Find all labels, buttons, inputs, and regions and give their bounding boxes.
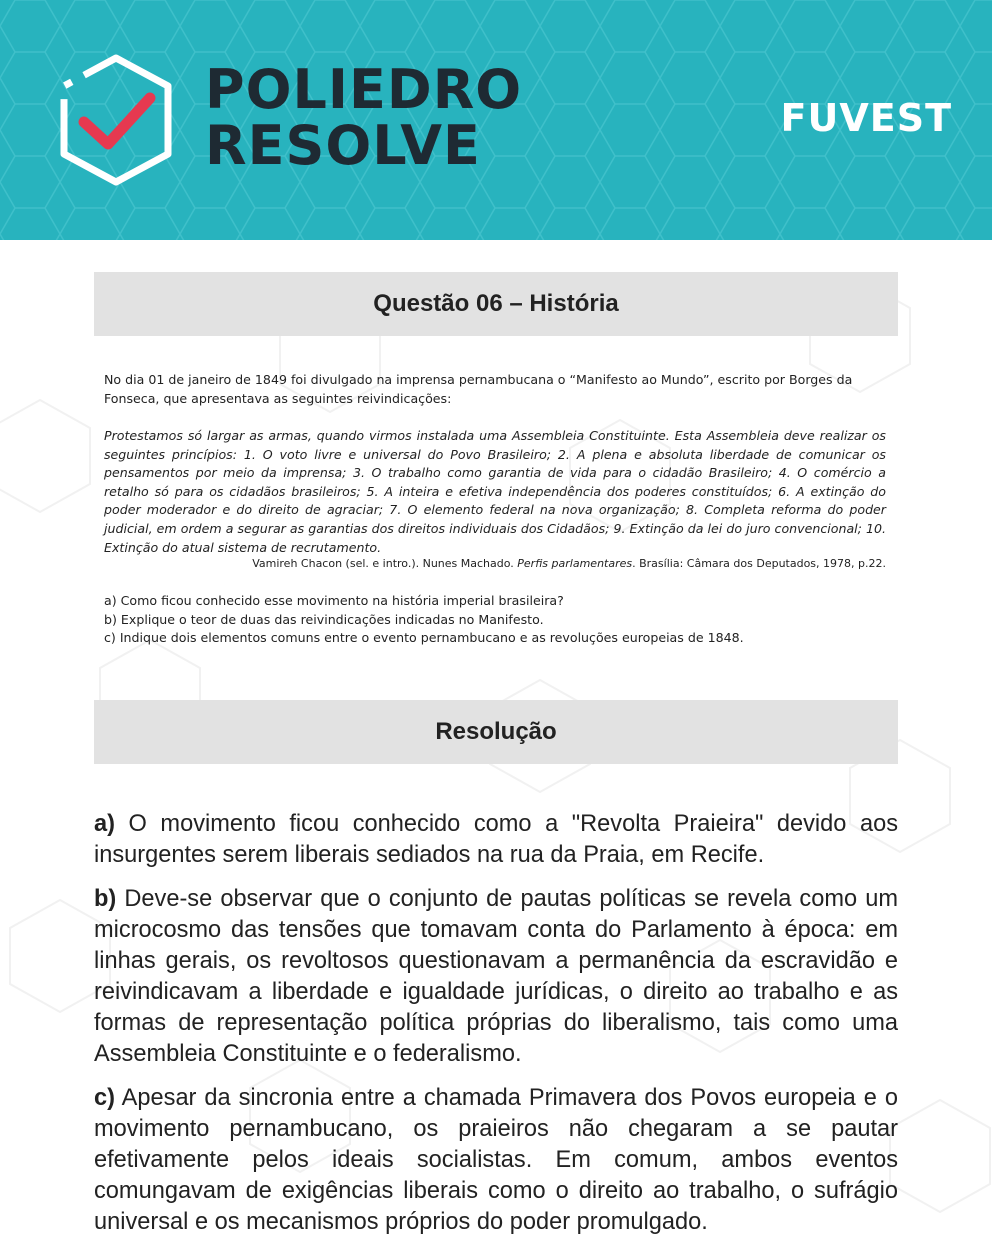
brand-line-2: RESOLVE [205,114,481,177]
source-suffix: . Brasília: Câmara dos Deputados, 1978, p.22. [632,557,886,570]
question-intro: No dia 01 de janeiro de 1849 foi divulgado na imprensa pernambucana o “Manifesto ao Mundo”, escrito por Borges da Fonseca, que apresentava as seguintes reivindicações: [104,372,853,406]
question-title: Questão 06 – História [373,290,619,317]
header-banner [0,0,992,240]
question-title-bar [94,272,898,336]
manifesto-quote: Protestamos só largar as armas, quando virmos instalada uma Assembleia Constituinte. Esta Assembleia deve realizar os seguintes princípios: 1. O voto livre e universal do Povo Brasileiro; 2. A plena e absoluta liberdade de comunicar os pensamentos por meio da imprensa; 3. O trabalho como garantia de vida para o cidadão Brasileiro; 4. O comércio a retalho só para os cidadãos brasileiros; 5. A inteira e efetiva independência dos poderes constituídos; 6. A extinção do poder moderador e do direito de agraciar; 7. O elemento federal na nova organização; 8. Completa reforma do poder judicial, em ordem a segurar as garantias dos direitos individuais dos Cidadãos; 9. Extinção da lei do juro convencional; 10. Extinção do atual sistema de recrutamento. [104,428,886,555]
question-item-c: c) Indique dois elementos comuns entre o evento pernambucano e as revoluções europeias de 1848. [104,630,744,646]
question-items [104,592,886,648]
exam-name: FUVEST [780,96,952,140]
answer-b [94,884,898,1070]
answer-c [94,1083,898,1238]
question-item-a: a) Como ficou conhecido esse movimento na história imperial brasileira? [104,593,564,608]
question-item-b: b) Explique o teor de duas das reivindicações indicadas no Manifesto. [104,611,544,627]
quote-source [252,557,886,570]
answer-b-label: b) [94,886,117,912]
answer-c-text: Apesar da sincronia entre a chamada Primavera dos Povos europeia e o movimento pernambucano, os praieiros não chegaram a se pautar efetivamente pelos ideais socialistas. Em comum, ambos eventos comungavam de exigências liberais como o direito ao trabalho, o sufrágio universal e os mecanismos próprios do poder promulgado. [94,1085,898,1235]
answer-c-label: c) [94,1085,115,1111]
brand-logo-text [205,58,523,177]
answer-a-text: O movimento ficou conhecido como a "Revolta Praieira" devido aos insurgentes serem liberais sediados na rua da Praia, em Recife. [94,811,898,868]
resolution-title-bar [94,700,898,764]
answer-a [94,809,898,871]
brand-line-1: POLIEDRO [205,58,523,121]
source-title: Perfis parlamentares [517,557,633,570]
answer-a-label: a) [94,811,115,837]
answer-b-text: Deve-se observar que o conjunto de pautas políticas se revela como um microcosmo das tensões que tomavam conta do Parlamento à época: em linhas gerais, os revoltosos questionavam a permanência da escravidão e reivindicavam a liberdade e igualdade jurídicas, o direito ao trabalho e as formas de representação política próprias do liberalismo, tais como uma Assembleia Constituinte e o federalismo. [94,886,898,1067]
source-prefix: Vamireh Chacon (sel. e intro.). Nunes Machado. [252,557,514,570]
checkmark-hexagon-icon [54,52,178,188]
resolution-title: Resolução [435,718,557,745]
